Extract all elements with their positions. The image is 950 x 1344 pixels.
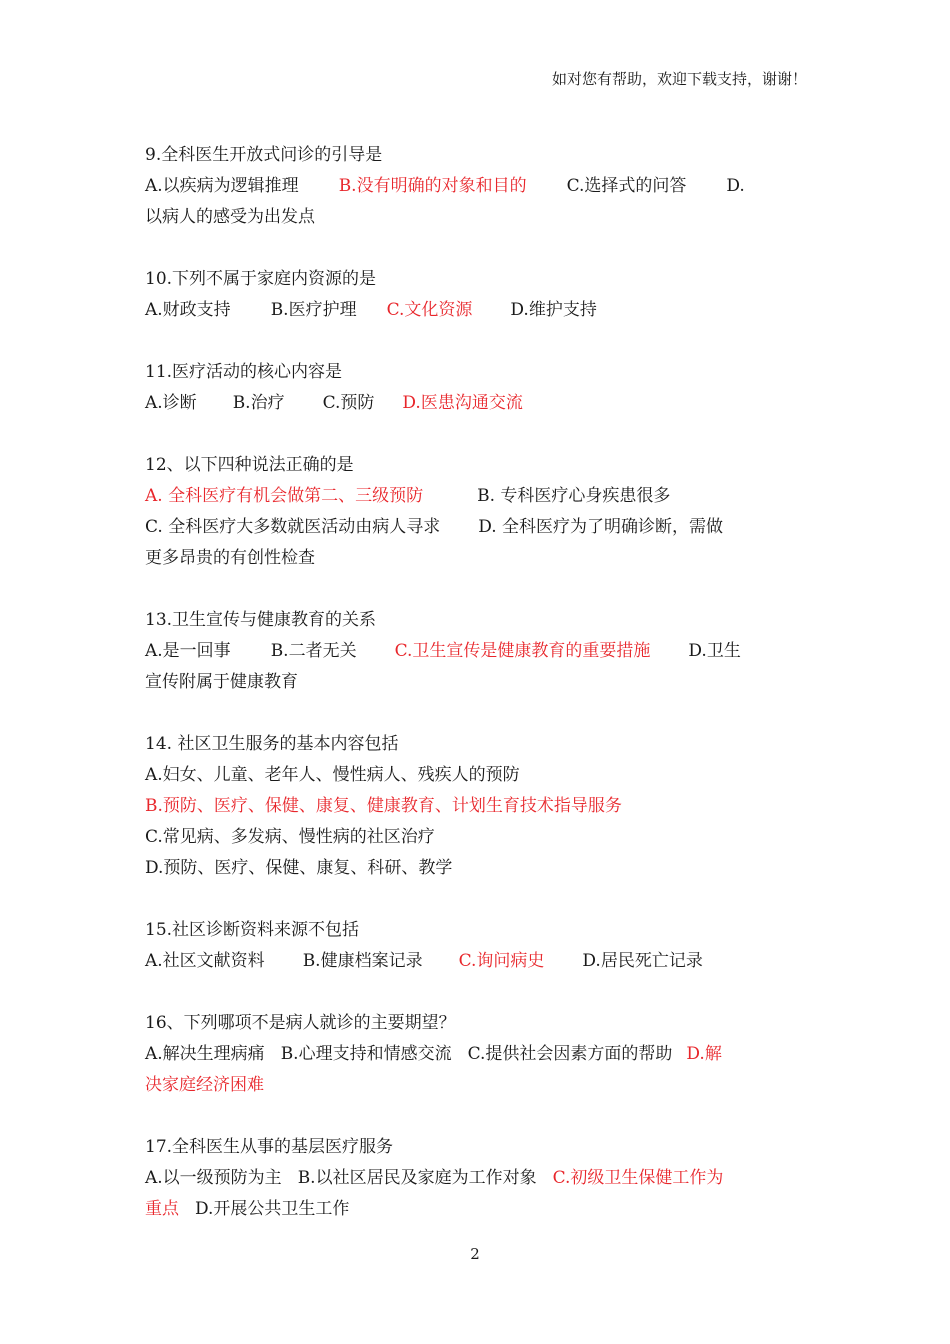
option-b: B.心理支持和情感交流 <box>280 1044 452 1064</box>
option-a: A.是一回事 <box>145 641 231 661</box>
page-number: 2 <box>470 1245 480 1263</box>
question-title: 17.全科医生从事的基层医疗服务 <box>145 1137 394 1157</box>
question-title: 14. 社区卫生服务的基本内容包括 <box>145 734 399 754</box>
question-title: 15.社区诊断资料来源不包括 <box>145 920 360 940</box>
option-c-answer: C.询问病史 <box>458 951 545 971</box>
question-10 <box>145 264 810 326</box>
option-a: A.解决生理病痛 <box>145 1044 265 1064</box>
options-line <box>145 1194 810 1225</box>
option-b: B.医疗护理 <box>270 300 357 320</box>
option-d: D.居民死亡记录 <box>582 951 703 971</box>
option-c-answer: C.文化资源 <box>386 300 473 320</box>
option-c-answer: C.卫生宣传是健康教育的重要措施 <box>394 641 651 661</box>
options-line <box>145 295 810 326</box>
option-c: C.提供社会因素方面的帮助 <box>467 1044 673 1064</box>
question-16 <box>145 1008 810 1101</box>
options-line <box>145 946 810 977</box>
option-a: A.以疾病为逻辑推理 <box>145 176 299 196</box>
option-b: B. 专科医疗心身疾患很多 <box>477 486 671 506</box>
option-b: B.治疗 <box>232 393 285 413</box>
options-line-cont: 宣传附属于健康教育 <box>145 672 298 692</box>
question-15 <box>145 915 810 977</box>
question-title: 9.全科医生开放式问诊的引导是 <box>145 145 383 165</box>
options-line <box>145 1039 810 1070</box>
option-d: D. 全科医疗为了明确诊断，需做 <box>478 517 724 537</box>
option-d: D.维护支持 <box>510 300 597 320</box>
question-12 <box>145 450 810 574</box>
options-line <box>145 171 810 202</box>
options-line-cont: 以病人的感受为出发点 <box>145 207 315 227</box>
option-c-answer-cont: 重点 <box>145 1199 179 1219</box>
option-b: B.以社区居民及家庭为工作对象 <box>297 1168 537 1188</box>
option-a-answer: A. 全科医疗有机会做第二、三级预防 <box>145 486 424 506</box>
options-line-cont: 决家庭经济困难 <box>145 1075 264 1095</box>
option-c-answer: C.初级卫生保健工作为 <box>552 1168 724 1188</box>
option-a: A.财政支持 <box>145 300 231 320</box>
question-17 <box>145 1132 810 1225</box>
option-c: C. 全科医疗大多数就医活动由病人寻求 <box>145 517 441 537</box>
option-a: A.诊断 <box>145 393 197 413</box>
option-a: A.社区文献资料 <box>145 951 265 971</box>
option-b-answer: B.没有明确的对象和目的 <box>338 176 527 196</box>
options-line <box>145 388 810 419</box>
option-d: D.卫生 <box>688 641 741 661</box>
option-d-answer: D.解 <box>686 1044 722 1064</box>
question-title: 12、以下四种说法正确的是 <box>145 455 354 475</box>
question-title: 10.下列不属于家庭内资源的是 <box>145 269 377 289</box>
option-d: D. <box>726 176 745 196</box>
question-11 <box>145 357 810 419</box>
page-header: 如对您有帮助，欢迎下载支持，谢谢！ <box>551 70 807 88</box>
option-c: C.常见病、多发病、慢性病的社区治疗 <box>145 827 435 847</box>
question-list <box>145 140 810 1256</box>
option-b-answer: B.预防、医疗、保健、康复、健康教育、计划生育技术指导服务 <box>145 796 622 816</box>
options-line <box>145 512 810 543</box>
question-13 <box>145 605 810 698</box>
options-line-cont: 更多昂贵的有创性检查 <box>145 548 315 568</box>
question-title: 16、下列哪项不是病人就诊的主要期望？ <box>145 1013 456 1033</box>
option-d-answer: D.医患沟通交流 <box>402 393 523 413</box>
options-line <box>145 481 810 512</box>
option-c: C.选择式的问答 <box>566 176 687 196</box>
option-d: D.预防、医疗、保健、康复、科研、教学 <box>145 858 453 878</box>
question-9 <box>145 140 810 233</box>
option-b: B.二者无关 <box>270 641 357 661</box>
option-a: A.以一级预防为主 <box>145 1168 282 1188</box>
question-14 <box>145 729 810 884</box>
question-title: 11.医疗活动的核心内容是 <box>145 362 343 382</box>
options-line <box>145 1163 810 1194</box>
option-a: A.妇女、儿童、老年人、慢性病人、残疾人的预防 <box>145 765 520 785</box>
option-d: D.开展公共卫生工作 <box>195 1199 350 1219</box>
question-title: 13.卫生宣传与健康教育的关系 <box>145 610 377 630</box>
option-c: C.预防 <box>322 393 375 413</box>
option-b: B.健康档案记录 <box>302 951 423 971</box>
options-line <box>145 636 810 667</box>
